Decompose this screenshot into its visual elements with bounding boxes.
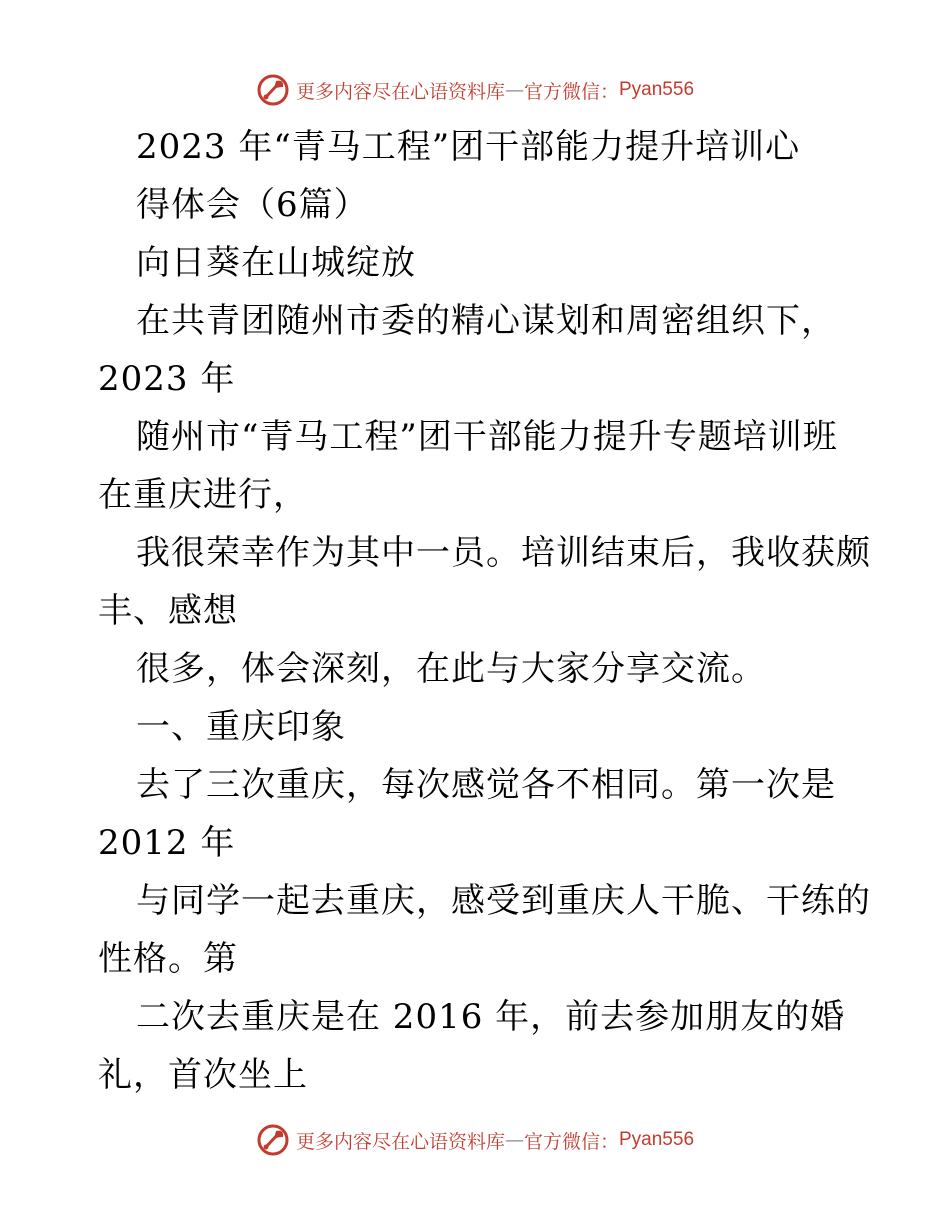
watermark-separator: — — [504, 79, 524, 101]
paragraph-line: 2012 年 — [98, 823, 236, 863]
title-line-1: 2023 年“青马工程”团干部能力提升培训心 — [136, 127, 801, 167]
watermark-text: 更多内容尽在心语资料库 — [295, 80, 505, 103]
feather-circle-logo-icon — [256, 1123, 290, 1157]
watermark-text: 更多内容尽在心语资料库 — [295, 1130, 505, 1153]
paragraph-line: 在重庆进行， — [98, 475, 308, 515]
paragraph-line: 二次去重庆是在 2016 年，前去参加朋友的婚 — [136, 997, 846, 1037]
watermark-wechat-label: 官方微信： — [523, 80, 619, 103]
footer-watermark — [0, 1120, 950, 1160]
paragraph-line: 随州市“青马工程”团干部能力提升专题培训班 — [136, 417, 838, 457]
paragraph-line: 丰、感想 — [98, 591, 238, 631]
subtitle: 向日葵在山城绽放 — [136, 243, 416, 283]
paragraph-line: 去了三次重庆，每次感觉各不相同。第一次是 — [136, 765, 836, 805]
section-heading: 一、重庆印象 — [136, 707, 346, 747]
watermark-wechat-label: 官方微信： — [523, 1130, 619, 1153]
paragraph-line: 性格。第 — [98, 939, 238, 979]
paragraph-line: 在共青团随州市委的精心谋划和周密组织下， — [136, 301, 836, 341]
paragraph-line: 很多，体会深刻，在此与大家分享交流。 — [136, 649, 766, 689]
watermark-wechat-id: Pyan556 — [619, 79, 695, 100]
watermark-wechat-id: Pyan556 — [619, 1129, 695, 1150]
watermark-separator: — — [504, 1129, 524, 1151]
paragraph-line: 2023 年 — [98, 359, 236, 399]
paragraph-line: 与同学一起去重庆，感受到重庆人干脆、干练的 — [136, 881, 871, 921]
paragraph-line: 礼，首次坐上 — [98, 1055, 308, 1095]
paragraph-line: 我很荣幸作为其中一员。培训结束后，我收获颇 — [136, 533, 871, 573]
title-line-2: 得体会（6篇） — [136, 185, 369, 225]
